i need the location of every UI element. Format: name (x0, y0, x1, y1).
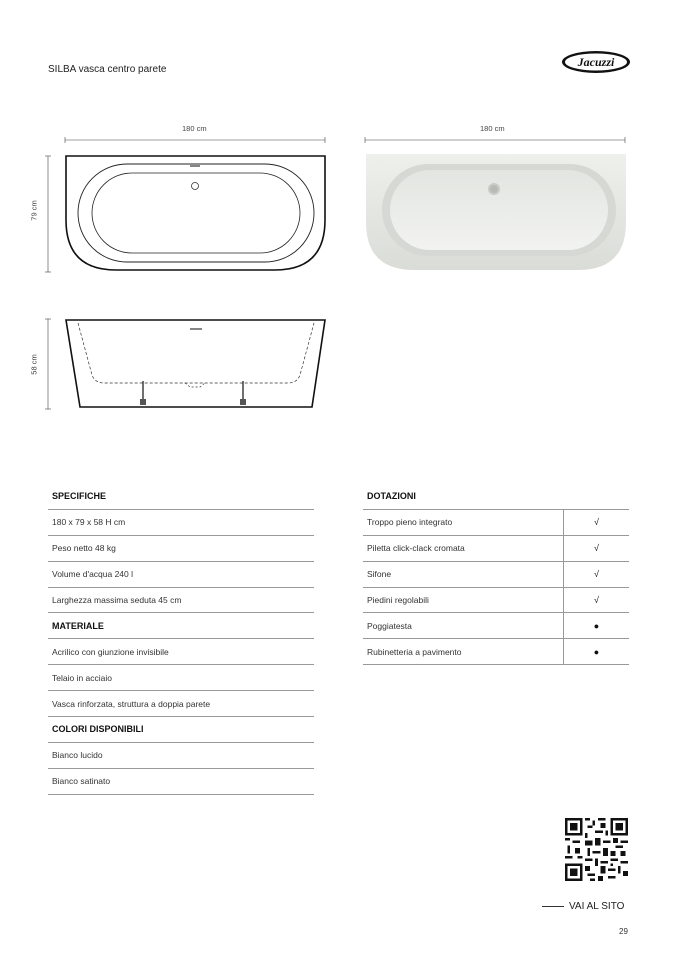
equipment-row (363, 588, 629, 614)
top-view-drawing (40, 130, 340, 280)
equipment-label: Troppo pieno integrato (367, 517, 453, 528)
bathtub-render (360, 130, 630, 275)
equipment-row (363, 562, 629, 588)
color-row: Bianco lucido (48, 743, 314, 769)
site-link-label: VAI AL SITO (569, 901, 625, 912)
equipment-label: Sifone (367, 569, 392, 580)
colors-title: COLORI DISPONIBILI (48, 717, 314, 743)
jacuzzi-logo[interactable] (561, 50, 631, 74)
check-mark: √ (563, 588, 629, 613)
qr-code-icon[interactable] (565, 818, 628, 881)
specs-table (48, 484, 314, 795)
spec-row: Peso netto 48 kg (48, 536, 314, 562)
equipment-table (363, 484, 629, 665)
top-depth-label: 79 cm (29, 200, 39, 221)
equipment-row (363, 613, 629, 639)
equipment-row (363, 510, 629, 536)
material-row: Telaio in acciaio (48, 665, 314, 691)
material-row: Vasca rinforzata, struttura a doppia parete (48, 691, 314, 717)
link-dash (542, 906, 564, 907)
color-row: Bianco satinato (48, 769, 314, 795)
equipment-label: Piedini regolabili (367, 595, 429, 605)
equipment-title: DOTAZIONI (363, 484, 629, 510)
equipment-row (363, 639, 629, 665)
spec-row: 180 x 79 x 58 H cm (48, 510, 314, 536)
top-width-label: 180 cm (182, 124, 207, 133)
equipment-label: Rubinetteria a pavimento (367, 646, 462, 657)
optional-dot: ● (563, 613, 629, 638)
side-view-drawing (40, 315, 340, 415)
specs-title: SPECIFICHE (48, 484, 314, 510)
check-mark: √ (563, 562, 629, 587)
spec-row: Larghezza massima seduta 45 cm (48, 588, 314, 614)
page-number: 29 (619, 927, 628, 936)
photo-width-label: 180 cm (480, 124, 505, 133)
check-mark: √ (563, 510, 629, 535)
material-row: Acrilico con giunzione invisibile (48, 639, 314, 665)
material-title: MATERIALE (48, 613, 314, 639)
equipment-row (363, 536, 629, 562)
check-mark: √ (563, 536, 629, 561)
equipment-label: Piletta click-clack cromata (367, 543, 465, 554)
side-height-label: 58 cm (29, 354, 39, 375)
page-title: SILBA vasca centro parete (48, 64, 167, 75)
spec-row: Volume d'acqua 240 l (48, 562, 314, 588)
site-link[interactable] (542, 901, 624, 912)
equipment-label: Poggiatesta (367, 620, 412, 631)
optional-dot: ● (563, 639, 629, 664)
svg-text:Jacuzzi: Jacuzzi (577, 55, 615, 69)
